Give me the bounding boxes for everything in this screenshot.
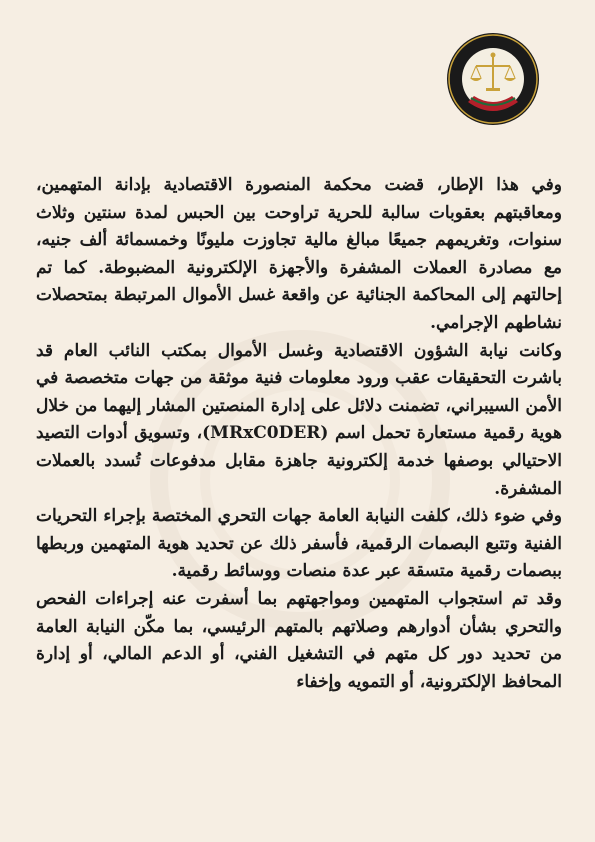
paragraph-interrogation: وقد تم استجواب المتهمين ومواجهتهم بما أسفرت عنه إجراءات الفحص والتحري بشأن أدوارهم وصلاتهم بالمتهم الرئيسي، بما مكّن النيابة العامة من تحديد دور كل متهم في التشغيل الفني، أو الدعم المالي، أو إدارة المحافظ الإلكترونية، أو التمويه وإخفاء [36,588,562,692]
article-body [36,172,562,696]
paragraph-investigation: وكانت نيابة الشؤون الاقتصادية وغسل الأموال بمكتب النائب العام قد باشرت التحقيقات عقب ورود معلومات فنية موثقة من جهات متخصصة في الأمن السيبراني، تضمنت دلائل على إدارة المنصتين المشار إليهما من خلال هوية رقمية مستعارة تحمل اسم (MRxC0DER)، وتسويق أدوات التصيد الاحتيالي بوصفها خدمة إلكترونية جاهزة مقابل مدفوعات تُسدد بالعملات المشفرة. [36,340,562,499]
paragraph-verdict: وفي هذا الإطار، قضت محكمة المنصورة الاقتصادية بإدانة المتهمين، ومعاقبتهم بعقوبات سالبة للحرية تراوحت بين الحبس لمدة سنتين وثلاث سنوات، وتغريمهم جميعًا مبالغ مالية تجاوزت مليونًا وخمسمائة ألف جنيه، مع مصادرة العملات المشفرة والأجهزة الإلكترونية المضبوطة. كما تم إحالتهم إلى المحاكمة الجنائية عن واقعة غسل الأموال المرتبطة بمتحصلات نشاطهم الإجرامي. [36,175,562,333]
logo-seal-icon [446,32,540,126]
paragraph-inquiries: وفي ضوء ذلك، كلفت النيابة العامة جهات التحري المختصة بإجراء التحريات الفنية وتتبع البصمات الرقمية، فأسفر ذلك عن تحديد هوية المتهمين وربطها ببصمات رقمية متسقة عبر عدة منصات ووسائط رقمية. [36,506,562,582]
public-prosecution-logo [446,32,540,126]
